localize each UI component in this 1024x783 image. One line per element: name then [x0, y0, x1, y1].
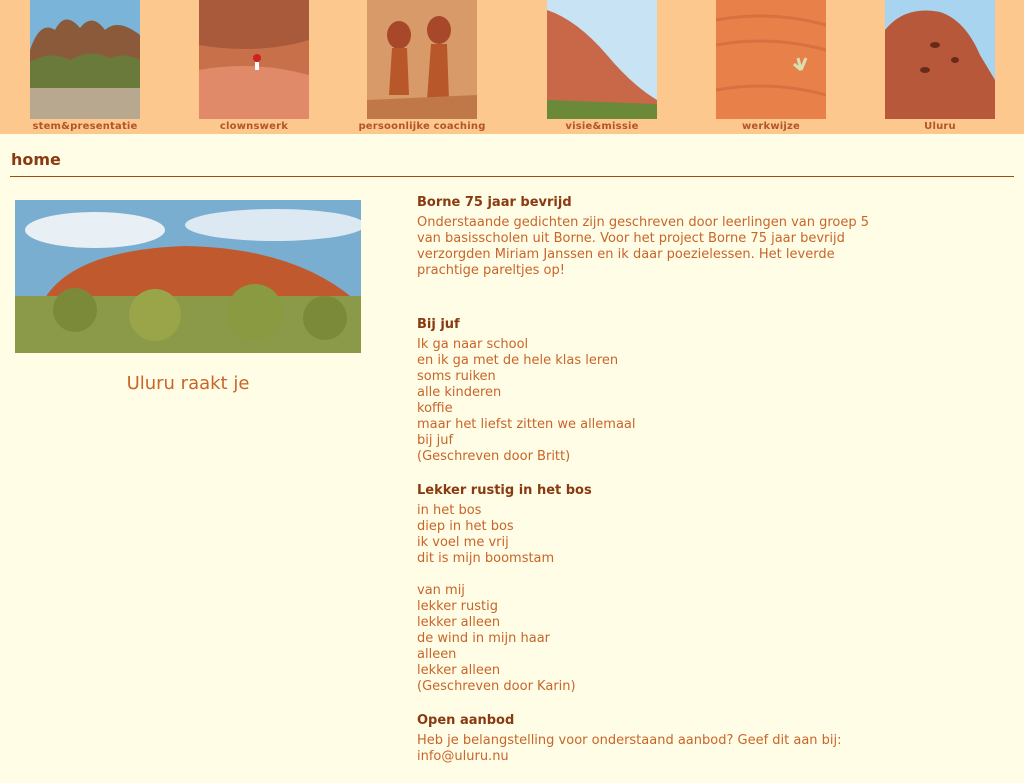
title-divider [10, 176, 1014, 177]
uluru-wall-photo[interactable] [885, 0, 995, 119]
sand-dune-sprout-photo[interactable] [716, 0, 826, 119]
poem-line: bij juf [417, 433, 454, 448]
intro-text: Onderstaande gedichten zijn geschreven door leerlingen van groep 5 van basisscholen uit Borne. Voor het project Borne 75 jaar bevrijd verzorgden Miriam Janssen en ik daar poezielessen. Het leverde prachtige pareltjes op! [417, 215, 870, 278]
poem-heading: Lekker rustig in het bos [417, 483, 592, 498]
email-link[interactable]: info@uluru.nu [417, 749, 509, 764]
nav-stem-presentatie[interactable] [0, 0, 170, 132]
rock-art-photo[interactable] [367, 0, 477, 119]
nav-label: visie&missie [565, 121, 639, 132]
nav-uluru[interactable] [855, 0, 1024, 132]
poem-author: (Geschreven door Britt) [417, 449, 571, 464]
poem-line: maar het liefst zitten we allemaal [417, 417, 636, 432]
nav-label: persoonlijke coaching [358, 121, 486, 132]
poem-line: lekker rustig [417, 599, 498, 614]
poem-heading: Bij juf [417, 317, 460, 332]
nav-label: Uluru [924, 121, 956, 132]
nav-visie-missie[interactable] [517, 0, 687, 132]
poem-line: ik voel me vrij [417, 535, 509, 550]
red-rock-slope-photo[interactable] [199, 0, 309, 119]
nav-werkwijze[interactable] [686, 0, 856, 132]
uluru-hero-photo [15, 200, 361, 353]
main-content [417, 195, 897, 783]
page-title: home [11, 150, 61, 169]
poem-line: van mij [417, 583, 465, 598]
nav-persoonlijke-coaching[interactable] [337, 0, 507, 132]
nav-label: clownswerk [219, 121, 289, 132]
poem-line: diep in het bos [417, 519, 514, 534]
poem-line: de wind in mijn haar [417, 631, 551, 646]
poem-line: en ik ga met de hele klas leren [417, 353, 619, 368]
poem-line: lekker alleen [417, 663, 501, 678]
poem-line: koffie [417, 401, 453, 416]
poem-line: in het bos [417, 503, 482, 518]
nav-label: werkwijze [741, 121, 801, 132]
intro-heading: Borne 75 jaar bevrijd [417, 195, 572, 210]
uluru-edge-photo[interactable] [547, 0, 657, 119]
offer-heading: Open aanbod [417, 713, 515, 728]
poem-line: alle kinderen [417, 385, 502, 400]
poem-author: (Geschreven door Karin) [417, 679, 576, 694]
poem-line: lekker alleen [417, 615, 501, 630]
rock-domes-photo[interactable] [30, 0, 140, 119]
offer-text: Heb je belangstelling voor onderstaand aanbod? Geef dit aan bij: [417, 733, 842, 748]
top-navigation [0, 0, 1024, 134]
poem-line: soms ruiken [417, 369, 496, 384]
nav-label: stem&presentatie [32, 121, 138, 132]
poem-line: dit is mijn boomstam [417, 551, 555, 566]
nav-clownswerk[interactable] [169, 0, 339, 132]
poem-line: Ik ga naar school [417, 337, 529, 352]
poem-line: alleen [417, 647, 457, 662]
tagline: Uluru raakt je [126, 373, 250, 394]
